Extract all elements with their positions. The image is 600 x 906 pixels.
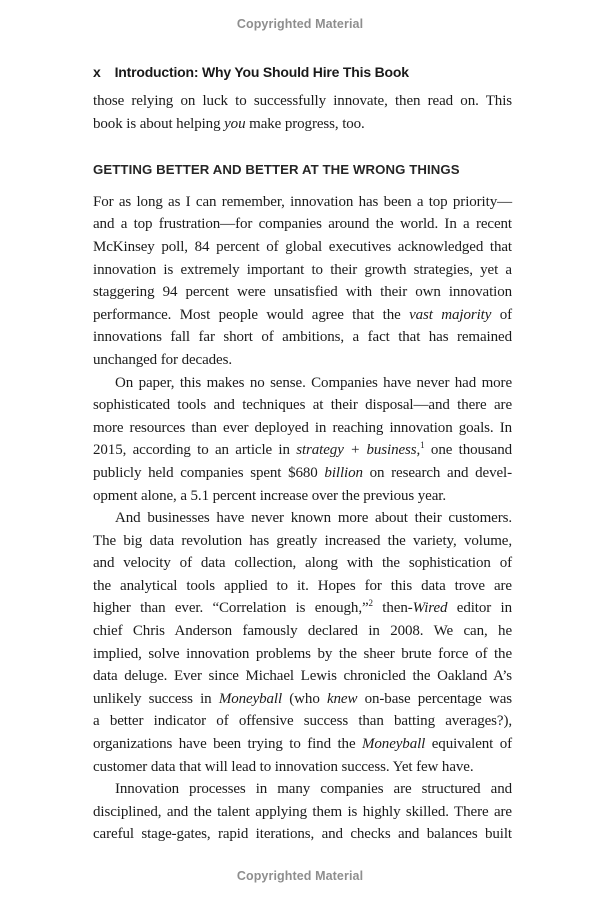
body-content (93, 90, 512, 846)
text-line (93, 552, 512, 575)
text-line (93, 417, 512, 440)
text-run: And businesses have never known more about their customers. (115, 510, 512, 527)
copyright-notice-top: Copyrighted Material (236, 17, 364, 31)
text-line (93, 236, 512, 259)
text-run: higher than ever. “Correlation is enough,” (93, 600, 369, 617)
text-line (93, 801, 512, 824)
text-run: more resources than ever deployed in reaching innovation goals. In (93, 419, 512, 436)
text-line (93, 113, 512, 136)
text-line (93, 191, 512, 214)
text-run: one thousand (424, 442, 512, 459)
footnote-ref: 1 (420, 440, 425, 451)
text-run: and a top frustration—for companies around the world. In a recent (93, 216, 512, 233)
text-line (93, 326, 512, 349)
running-header-title: Introduction: Why You Should Hire This Book (114, 64, 409, 80)
text-run: make progress, too. (245, 115, 365, 132)
text-run: implied, solve innovation problems by the sheer brute force of the (93, 645, 512, 662)
text-run: staggering 94 percent were unsatisfied with their own innovation (93, 284, 512, 301)
text-run: the analytical tools applied to it. Hopes for this data trove are (93, 577, 512, 594)
text-run: sophisticated tools and techniques at their disposal—and there are (93, 397, 512, 414)
running-header (93, 64, 409, 80)
text-run: chief Chris Anderson famously declared in 2008. We can, he (93, 623, 512, 640)
text-run: Innovation processes in many companies are structured and (115, 781, 512, 798)
text-run: For as long as I can remember, innovation has been a top priority— (93, 193, 512, 210)
text-line (93, 778, 512, 801)
text-run: innovation is extremely important to their growth strategies, yet a (93, 261, 512, 278)
text-run: innovations fall far short of ambitions, a fact that has remained (93, 329, 512, 346)
text-run: those relying on luck to successfully innovate, then read on. This (93, 93, 512, 109)
text-line (93, 575, 512, 598)
text-line (93, 733, 512, 756)
italic-text: Moneyball (218, 690, 283, 707)
text-line (93, 756, 512, 779)
italic-text: billion (324, 464, 363, 481)
paragraph (93, 372, 512, 508)
italic-text: Moneyball (362, 736, 426, 753)
paragraph (93, 191, 512, 372)
text-line (93, 394, 512, 417)
text-run: customer data that will lead to innovation success. Yet few have. (93, 758, 474, 775)
text-run: data deluge. Ever since Michael Lewis chronicled the Oakland A’s (93, 668, 512, 685)
text-run: unlikely success in (93, 690, 219, 707)
text-line (93, 304, 512, 327)
text-run: The big data revolution has greatly increased the variety, volume, (93, 532, 512, 549)
text-run: opment alone, a 5.1 percent increase over the previous year. (93, 487, 447, 504)
text-run: editor in (447, 600, 512, 617)
paragraph (93, 90, 512, 135)
text-line (93, 507, 512, 530)
text-run: of (491, 306, 512, 323)
text-line (93, 372, 512, 395)
text-line (93, 485, 512, 508)
text-run: careful stage-gates, rapid iterations, and checks and balances built (93, 826, 512, 843)
italic-text: knew (326, 690, 358, 707)
text-line (93, 281, 512, 304)
section-heading: GETTING BETTER AND BETTER AT THE WRONG THINGS (93, 162, 460, 178)
copyright-notice-bottom: Copyrighted Material (236, 869, 364, 883)
text-run: , (416, 442, 421, 459)
italic-text: Wired (412, 600, 448, 617)
text-run: organizations have been trying to find the (93, 736, 362, 753)
text-run: performance. Most people would agree that the (93, 306, 410, 323)
text-line (93, 643, 512, 666)
text-run: On paper, this makes no sense. Companies have never had more (115, 374, 512, 391)
italic-text: strategy + business (296, 442, 417, 459)
text-line (93, 665, 512, 688)
text-line (93, 620, 512, 643)
text-line (93, 688, 512, 711)
text-run: on research and devel- (362, 464, 512, 481)
text-run: publicly held companies spent $680 (93, 464, 325, 481)
text-line (93, 349, 512, 372)
text-line (93, 710, 512, 733)
text-line (93, 439, 512, 462)
text-line (93, 597, 512, 620)
paragraph (93, 507, 512, 778)
italic-text: you (224, 115, 246, 132)
text-line (93, 213, 512, 236)
footnote-ref: 2 (368, 598, 373, 609)
text-run: McKinsey poll, 84 percent of global executives acknowledged that (93, 238, 512, 255)
text-line (93, 823, 512, 846)
text-run: (who (282, 690, 327, 707)
text-line (93, 259, 512, 282)
italic-text: vast majority (409, 306, 492, 323)
page-number: x (93, 64, 101, 80)
text-run: and velocity of data collection, along with the sophistication of (93, 555, 512, 572)
text-run: 2015, according to an article in (93, 442, 297, 459)
text-run: on-base percentage was (357, 690, 512, 707)
text-run: book is about helping (93, 115, 225, 132)
text-line (93, 90, 512, 113)
text-run: a better indicator of offensive success than batting averages?), (93, 713, 512, 730)
text-line (93, 462, 512, 485)
text-run: then- (372, 600, 413, 617)
paragraph (93, 778, 512, 846)
text-run: disciplined, and the talent applying them is highly skilled. There are (93, 803, 512, 820)
text-run: equivalent of (425, 736, 513, 753)
text-run: unchanged for decades. (93, 351, 232, 368)
text-line (93, 530, 512, 553)
